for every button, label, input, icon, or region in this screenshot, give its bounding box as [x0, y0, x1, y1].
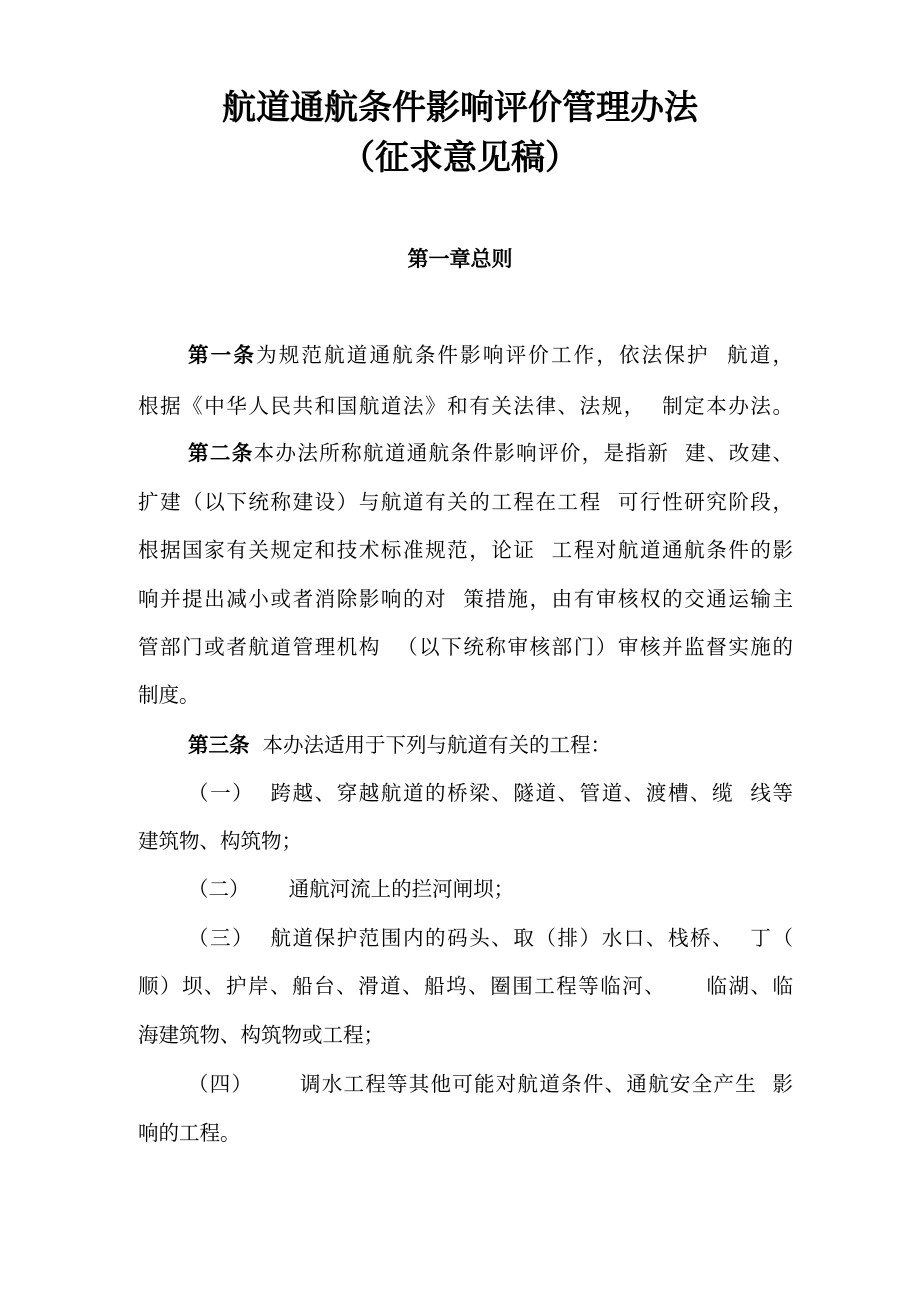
article-3-item-1-line-2: 建筑物、构筑物；: [138, 829, 302, 853]
article-3-item-1-line-1: （一） 跨越、穿越航道的桥梁、隧道、管道、渡槽、缆 线等: [188, 781, 793, 805]
article-3-item-3-line-2: 顺）坝、护岸、船台、滑道、船坞、圈围工程等临河、 临湖、临: [138, 974, 793, 998]
article-3-item-3-line-3: 海建筑物、构筑物或工程；: [138, 1023, 384, 1047]
article-2-line-4: 响并提出减小或者消除影响的对 策措施，由有审核权的交通运输主: [138, 587, 793, 611]
article-3-line-1: [188, 730, 793, 760]
article-1-line-1: [188, 340, 793, 370]
article-2-line-3: 根据国家有关规定和技术标准规范，论证 工程对航道通航条件的影: [138, 538, 793, 562]
article-2-label: 第二条: [188, 441, 254, 465]
article-2-text-1: 本办法所称航道通航条件影响评价，是指新 建、改建、: [253, 441, 794, 465]
article-2-line-1: [188, 438, 793, 468]
article-2-line-2: 扩建（以下统称建设）与航道有关的工程在工程 可行性研究阶段，: [138, 490, 793, 514]
article-1-label: 第一条: [188, 343, 257, 367]
article-1-line-2: 根据《中华人民共和国航道法》和有关法律、法规， 制定本办法。: [138, 394, 793, 418]
document-subtitle: （征求意见稿）: [341, 138, 579, 178]
document-title: 航道通航条件影响评价管理办法: [222, 88, 698, 128]
article-3-item-3-line-1: （三） 航道保护范围内的码头、取（排）水口、栈桥、 丁（: [188, 926, 793, 950]
article-3-item-2-line-1: （二） 通航河流上的拦河闸坝；: [188, 877, 515, 901]
article-2-line-5: 管部门或者航道管理机构 （以下统称审核部门）审核并监督实施的: [138, 635, 793, 659]
article-2-line-6: 制度。: [138, 683, 200, 707]
chapter-heading: 第一章总则: [407, 246, 513, 271]
article-3-item-4-line-1: （四） 调水工程等其他可能对航道条件、通航安全产生 影: [188, 1072, 793, 1096]
article-3-text-1: 本办法适用于下列与航道有关的工程：: [249, 733, 612, 757]
article-1-text-1: 为规范航道通航条件影响评价工作，依法保护 航道，: [256, 343, 793, 367]
article-3-label: 第三条: [188, 733, 250, 757]
article-3-item-4-line-2: 响的工程。: [138, 1121, 241, 1145]
